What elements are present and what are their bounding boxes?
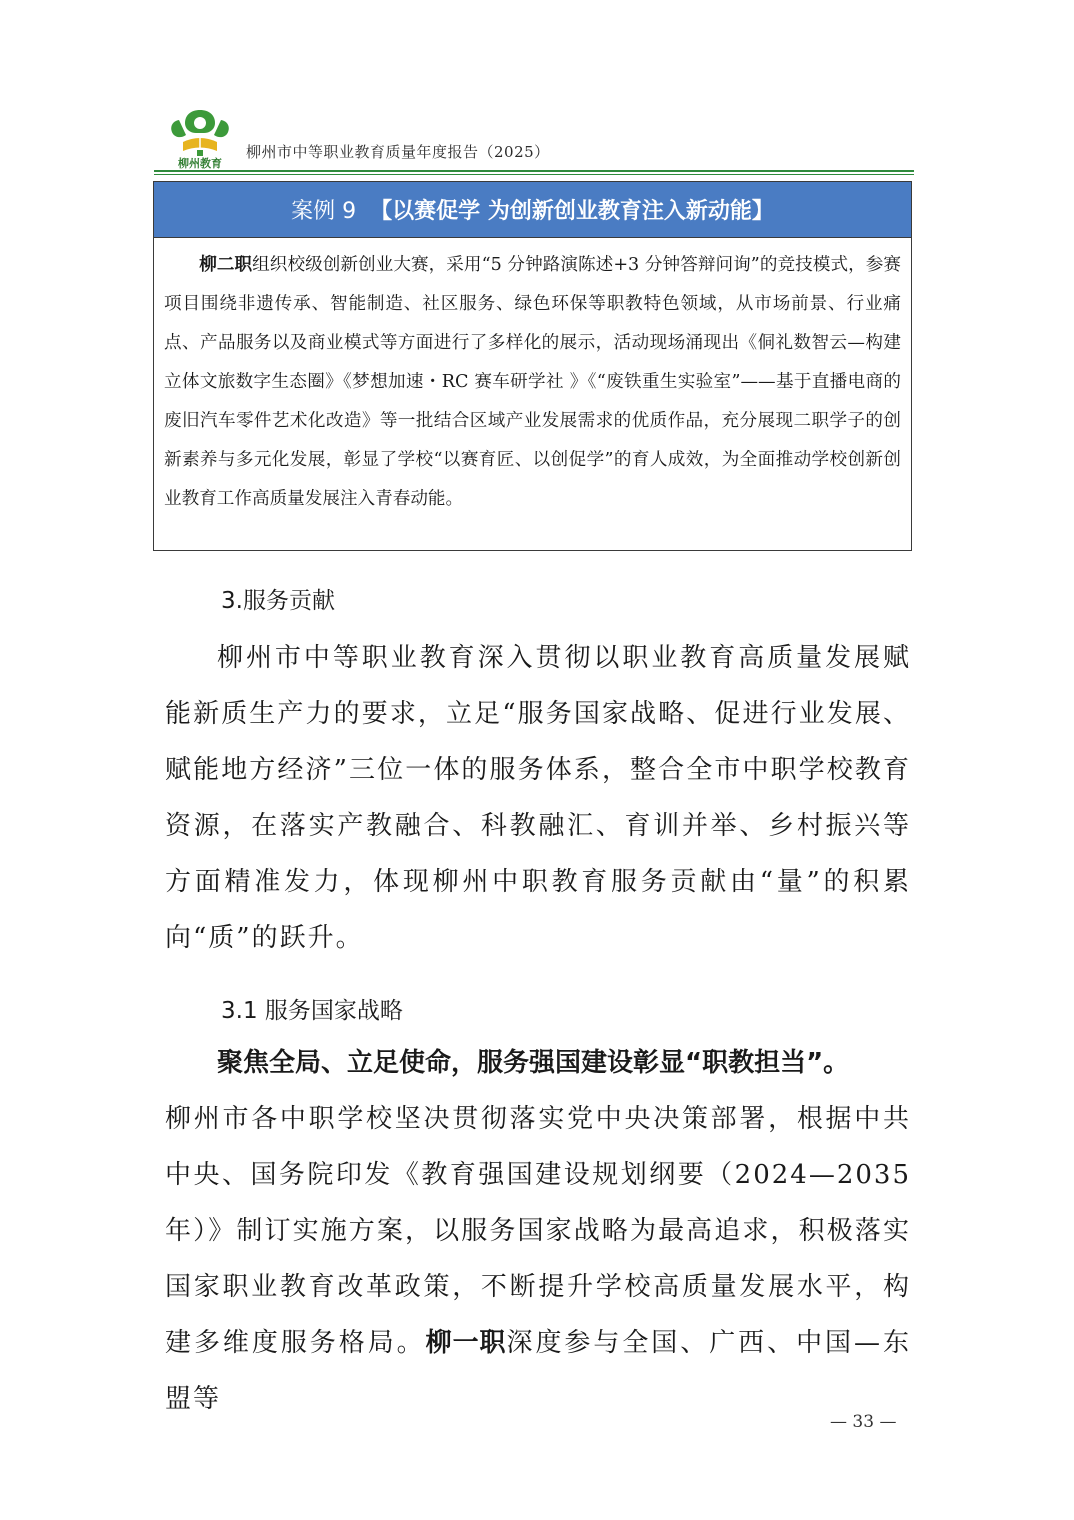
liuzhou-education-logo	[165, 104, 235, 170]
section-3-1-paragraph	[165, 1035, 911, 1427]
report-header-title: 柳州市中等职业教育质量年度报告（2025）	[246, 143, 550, 161]
section-3-1-body: 柳州市各中职学校坚决贯彻落实党中央决策部署，根据中共中央、国务院印发《教育强国建设规划纲要（2024—2035 年）》制订实施方案，以服务国家战略为最高追求，积极落实国家职业教育改革政策，不断提升学校高质量发展水平，构建多维度服务格局。	[165, 1104, 911, 1358]
section-3-1-lead: 聚焦全局、立足使命，服务强国建设彰显“职教担当”。	[217, 1048, 850, 1078]
header-rule-thick	[154, 170, 914, 172]
section-heading-3-1: 3.1 服务国家战略	[221, 998, 403, 1024]
section-3-1-tail: 深度参与全国、广西、中国—东盟等	[165, 1328, 911, 1414]
logo-text: 柳州教育	[178, 157, 222, 170]
case-title: 【以赛促学 为创新创业教育注入新动能】	[370, 199, 774, 224]
school-name-liuyizhi: 柳一职	[425, 1328, 507, 1358]
section-heading-3: 3.服务贡献	[221, 588, 335, 614]
case-study-box	[153, 181, 912, 551]
header-rule-thin	[154, 174, 914, 175]
case-title-bar	[154, 182, 911, 238]
section-3-paragraph: 柳州市中等职业教育深入贯彻以职业教育高质量发展赋能新质生产力的要求，立足“服务国家战略、促进行业发展、赋能地方经济”三位一体的服务体系，整合全市中职学校教育资源，在落实产教融合、科教融汇、育训并举、乡村振兴等方面精准发力，体现柳州中职教育服务贡献由“量”的积累向“质”的跃升。	[165, 643, 911, 953]
page-number: — 33 —	[830, 1412, 897, 1432]
case-school-name: 柳二职	[199, 255, 253, 275]
case-number: 案例 9	[291, 199, 357, 224]
case-description: 组织校级创新创业大赛，采用“5 分钟路演陈述+3 分钟答辩问询”的竞技模式，参赛项目围绕非遗传承、智能制造、社区服务、绿色环保等职教特色领域，从市场前景、行业痛点、产品服务以及商业模式等方面进行了多样化的展示，活动现场涌现出《侗礼数智云—构建立体文旅数字生态圈》《梦想加速・RC 赛车研学社 》《“废铁重生实验室”——基于直播电商的废旧汽车零件艺术化改造》等一批结合区域产业发展需求的优质作品，充分展现二职学子的创新素养与多元化发展，彰显了学校“以赛育匠、以创促学”的育人成效，为全面推动学校创新创业教育工作高质量发展注入青春动能。	[164, 255, 901, 509]
case-body-text	[154, 238, 911, 519]
